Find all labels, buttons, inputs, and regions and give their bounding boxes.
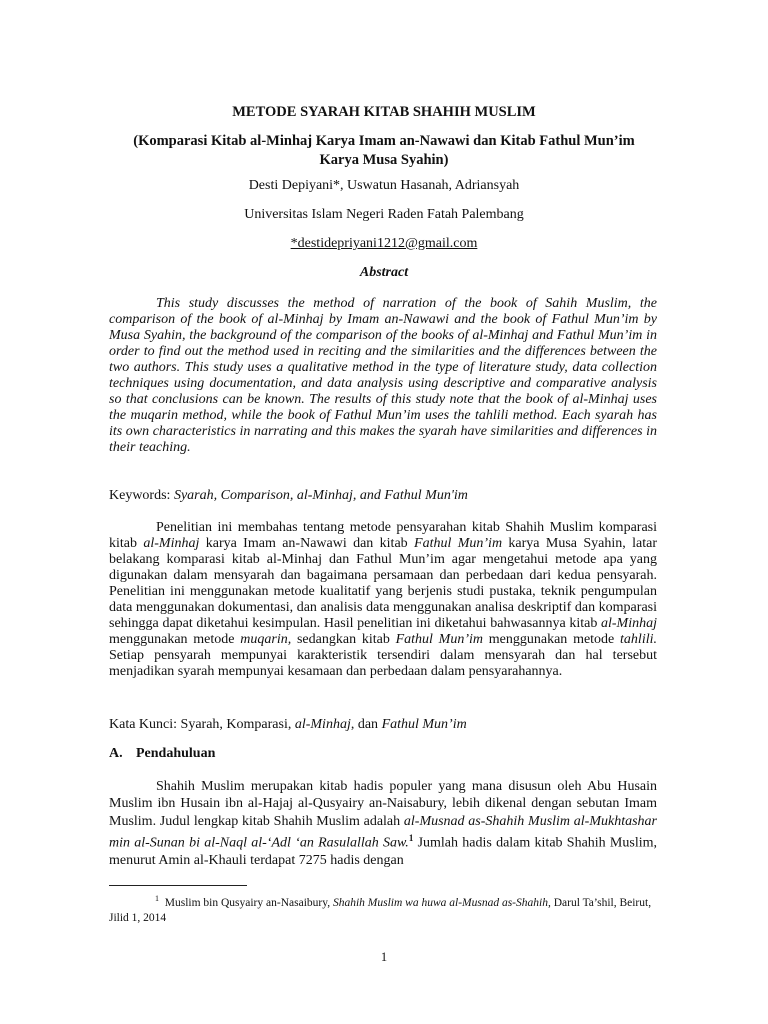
abstrak-text: Penelitian ini membahas tentang metode pensyarahan kitab Shahih Muslim komparasi kitab bbox=[109, 520, 657, 551]
kata-kunci-line bbox=[109, 717, 467, 733]
author-list: Desti Depiyani*, Uswatun Hasanah, Adriansyah bbox=[248, 178, 520, 193]
affiliation: Universitas Islam Negeri Raden Fatah Palembang bbox=[244, 207, 524, 222]
kata-kunci-item: al-Minhaj bbox=[294, 717, 351, 732]
abstrak-text: menggunakan metode bbox=[109, 632, 241, 647]
footnote-number: 1 bbox=[155, 894, 159, 903]
abstrak-italic: al-Minhaj bbox=[143, 536, 200, 551]
section-title: Pendahuluan bbox=[136, 746, 216, 761]
abstract-body bbox=[109, 296, 657, 456]
kata-kunci-separator: , dan bbox=[350, 717, 382, 732]
keywords-list: Syarah, Comparison, al-Minhaj, and Fathul Mun'im bbox=[173, 488, 468, 503]
abstrak-text: Setiap pensyarah mempunyai karakteristik tersendiri dalam mensyarah dan hal tersebut menjadikan syarah mempunyai kesamaan dan perbedaan dalam pensyarahannya. bbox=[109, 648, 657, 679]
section-paragraph bbox=[109, 778, 657, 870]
abstrak-italic: tahlili. bbox=[620, 632, 657, 647]
footnote bbox=[109, 891, 657, 926]
section-heading bbox=[109, 746, 215, 762]
footnote-separator bbox=[109, 885, 247, 886]
abstrak-italic: Fathul Mun’im bbox=[395, 632, 484, 647]
abstrak-text: menggunakan metode bbox=[483, 632, 621, 647]
abstrak-italic: Fathul Mun’im bbox=[414, 536, 503, 551]
abstrak-italic: muqarin, bbox=[240, 632, 292, 647]
footnote-text: Muslim bin Qusyairy an-Nasaibury, bbox=[164, 896, 333, 909]
abstract-heading: Abstract bbox=[359, 265, 409, 280]
footnote-text: Darul Ta’shil, Beirut, Jilid 1, 2014 bbox=[109, 896, 652, 924]
abstrak-text: karya Imam an-Nawawi dan kitab bbox=[199, 536, 415, 551]
section-text: Shahih Muslim merupakan kitab hadis populer yang mana disusun oleh Abu Husain Muslim ibn Husain ibn al-Hajaj al-Qusyairy an-Naisabury, lebih dikenal dengan sebutan Imam Muslim. Judul lengkap kitab Shahih Muslim adalah bbox=[109, 779, 657, 829]
abstract-paragraph: This study discusses the method of narration of the book of Sahih Muslim, the comparison of the book of al-Minhaj by Imam an-Nawawi and the book of Fathul Mun’im by Musa Syahin, the background of the comparison of the books of al-Minhaj and Fathul Mun’im in order to find out the method used in reciting and the similarities and the differences between the two authors. This study uses a qualitative method in the type of literature study, data collection techniques using documentation, and data analysis using descriptive and comparative analysis so that conclusions can be known. The results of this study note that the book of al-Minhaj uses the muqarin method, while the book of Fathul Mun’im uses the tahlili method. Each syarah has its own characteristics in narrating and this makes the syarah have similarities and differences in their teaching. bbox=[109, 296, 657, 455]
keywords-line bbox=[109, 488, 468, 504]
kata-kunci-item: Fathul Mun’im bbox=[381, 717, 467, 732]
abstrak-text: karya Musa Syahin, latar belakang komparasi kitab al-Minhaj dan Fathul Mun’im agar mengetahui metode apa yang digunakan dalam mensyarah dan bagaimana persamaan dan perbedaan dari kedua pensyarah. Penelitian ini menggunakan metode kualitatif yang berjenis studi pustaka, teknik pengumpulan data menggunakan dokumentasi, dan analisis data menggunakan analisa deskriptif dan komparasi sehingga dapat diketahui kesimpulan. Hasil penelitian ini diketahui bahwasannya kitab bbox=[109, 536, 657, 631]
section-body bbox=[109, 778, 657, 870]
author-email-link[interactable]: *destidepriyani1212@gmail.com bbox=[290, 236, 478, 251]
abstrak-italic: al-Minhaj bbox=[601, 616, 657, 631]
paper-subtitle bbox=[108, 132, 660, 170]
abstrak-paragraph bbox=[109, 520, 657, 680]
section-number: A. bbox=[109, 746, 123, 761]
kata-kunci-label: Kata Kunci: Syarah, Komparasi, bbox=[109, 717, 295, 732]
keywords-label: Keywords: bbox=[109, 488, 174, 503]
section-text: Jumlah hadis dalam kitab Shahih Muslim, menurut Amin al-Khauli terdapat 7275 hadis dengan bbox=[109, 835, 657, 869]
footnote-reference[interactable]: 1 bbox=[408, 833, 414, 844]
footnote-italic: Shahih Muslim wa huwa al-Musnad as-Shahih, bbox=[332, 896, 551, 909]
abstrak-text: sedangkan kitab bbox=[291, 632, 396, 647]
subtitle-line-2: Karya Musa Syahin) bbox=[319, 152, 449, 168]
paper-title: METODE SYARAH KITAB SHAHIH MUSLIM bbox=[232, 104, 536, 120]
abstrak-body bbox=[109, 520, 657, 680]
subtitle-line-1: (Komparasi Kitab al-Minhaj Karya Imam an-Nawawi dan Kitab Fathul Mun’im bbox=[133, 133, 635, 149]
section-italic: al-Musnad as-Shahih Muslim al-Mukhtashar min al-Sunan bi al-Naql al-‘Adl ‘an Rasulallah Saw. bbox=[109, 813, 657, 851]
page-number: 1 bbox=[380, 950, 388, 964]
